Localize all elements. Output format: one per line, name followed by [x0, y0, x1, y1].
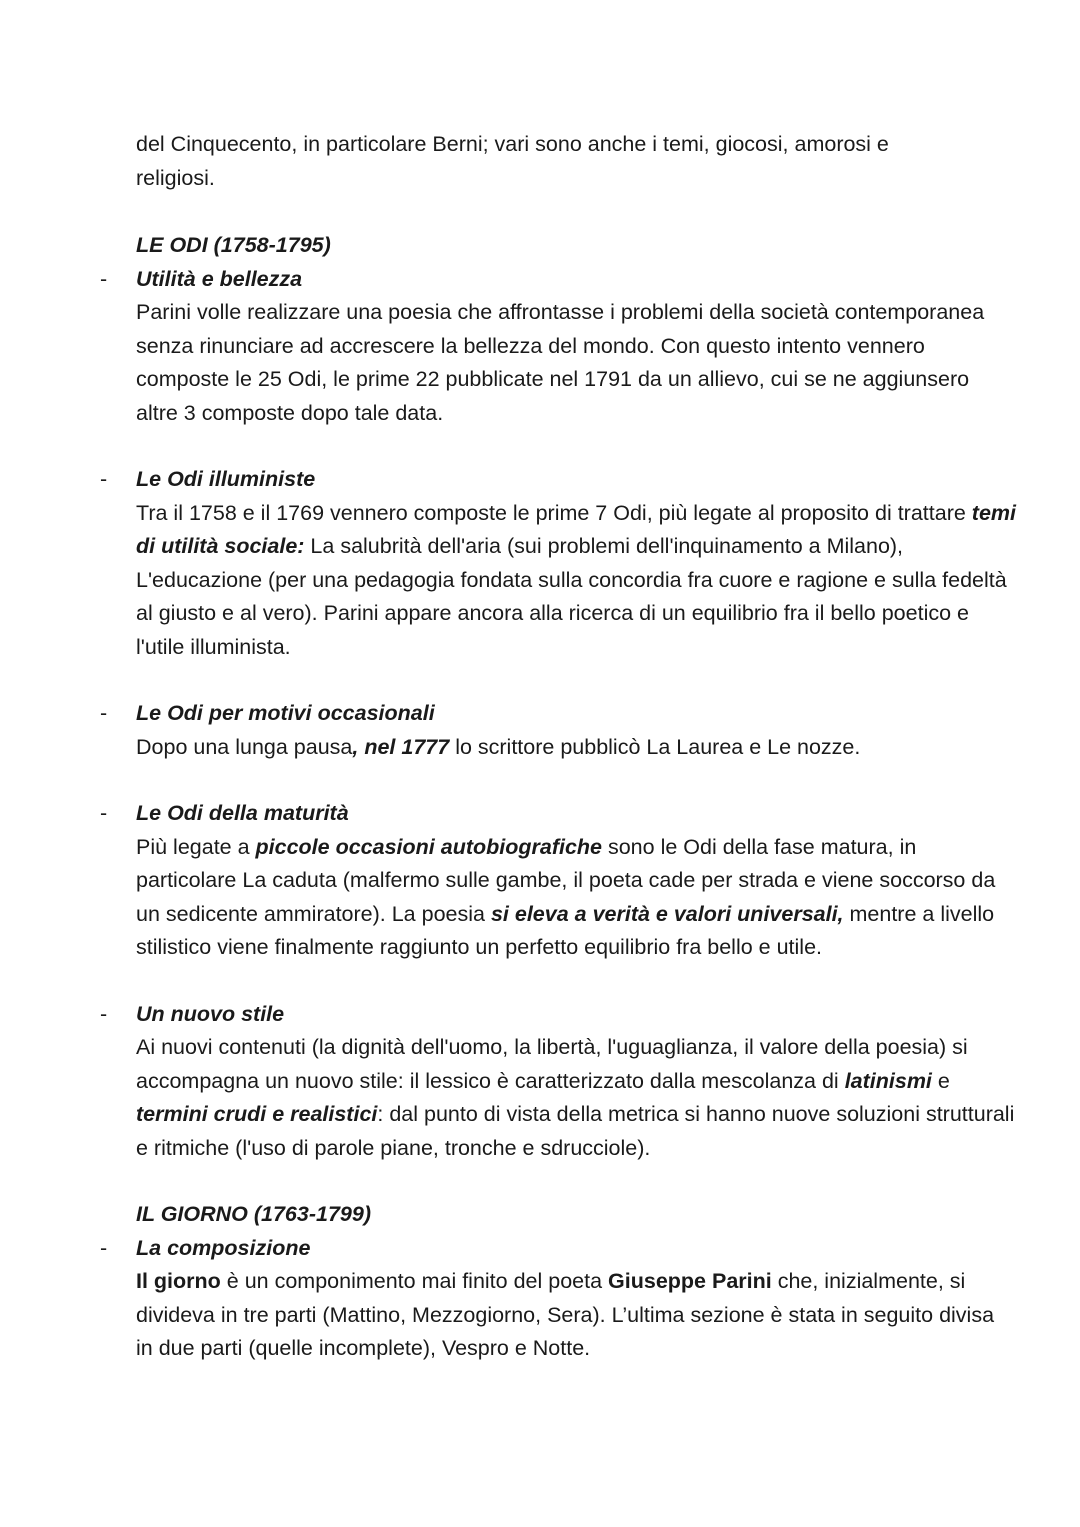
item-text [136, 1265, 1016, 1366]
list-dash: - [100, 467, 108, 491]
text-run: mentre a livello stilistico viene finalmente raggiunto un perfetto equilibrio fra bello e utile. [136, 901, 995, 959]
list-item-nuovo-stile [100, 998, 1016, 1166]
text-run: che, inizialmente, si divideva in tre parti (Mattino, Mezzogiorno, Sera). L’ultima sezione è stata in seguito divisa in due parti (quelle incomplete), Vespro e Notte. [136, 1269, 995, 1360]
emphasis-run: latinismi [844, 1068, 932, 1093]
text-run: : dal punto di vista della metrica si hanno nuove soluzioni strutturali e ritmiche (l'uso di parole piane, tronche e sdrucciole). [136, 1102, 1015, 1160]
emphasis-run: piccole occasioni autobiografiche [255, 834, 602, 859]
section-title-odi: LE ODI (1758-1795) [136, 233, 331, 257]
list-item-maturita [100, 797, 1016, 965]
bold-run: Giuseppe Parini [608, 1269, 772, 1293]
text-run: La salubrità dell'aria (sui problemi dell'inquinamento a Milano), L'educazione (per una pedagogia fondata sulla concordia fra cuore e ragione e sulla fedeltà al giusto e al vero). Parini appare ancora alla ricerca di un equilibrio fra il bello poetico e l'utile illuminista. [136, 534, 1007, 659]
item-text [136, 731, 1016, 765]
text-run: e [931, 1068, 950, 1093]
list-item-composizione [100, 1232, 1016, 1366]
text-run: Tra il 1758 e il 1769 vennero composte le prime 7 Odi, più legate al proposito di trattare [136, 500, 972, 525]
list-dash: - [100, 701, 108, 725]
item-heading: Un nuovo stile [136, 1001, 285, 1026]
list-item-utilita [100, 263, 1016, 431]
list-dash: - [100, 1001, 108, 1026]
item-heading: La composizione [136, 1235, 311, 1260]
list-dash: - [100, 266, 108, 291]
item-text [136, 831, 1016, 965]
item-heading: Le Odi per motivi occasionali [136, 701, 435, 725]
item-heading: Le Odi della maturità [136, 801, 349, 825]
item-text [136, 1031, 1016, 1165]
text-run: sono le Odi della fase matura, in particolare La caduta (malfermo sulle gambe, il poeta cade per strada e viene soccorso da un sedicente ammiratore). La poesia [136, 834, 996, 926]
item-heading: Utilità e bellezza [136, 266, 303, 291]
list-item-occasionali [100, 697, 1016, 764]
item-text [136, 497, 1016, 665]
item-text: Parini volle realizzare una poesia che affrontasse i problemi della società contemporanea senza rinunciare ad accrescere la bellezza del mondo. Con questo intento vennero composte le 25 Odi, le prime 22 pubblicate nel 1791 da un allievo, cui se ne aggiunsero altre 3 composte dopo tale data. [136, 300, 985, 425]
bold-run: Il giorno [136, 1269, 221, 1293]
intro-line-2: religiosi. [136, 165, 215, 190]
intro-line-1: del Cinquecento, in particolare Berni; vari sono anche i temi, giocosi, amorosi e [136, 132, 889, 156]
list-dash: - [100, 801, 108, 825]
section-title-giorno: IL GIORNO (1763-1799) [136, 1202, 371, 1226]
emphasis-run: , nel 1777 [352, 734, 450, 759]
text-run: è un componimento mai finito del poeta [220, 1269, 609, 1293]
item-heading: Le Odi illuministe [136, 467, 316, 491]
document-content [100, 128, 1016, 1366]
emphasis-run: termini crudi e realistici [136, 1102, 378, 1126]
text-run: Ai nuovi contenuti (la dignità dell'uomo, la libertà, l'uguaglianza, il valore della poesia) si accompagna un nuovo stile: il lessico è caratterizzato dalla mescolanza di [136, 1035, 968, 1093]
emphasis-run: temi di utilità sociale: [136, 500, 1016, 558]
intro-paragraph [136, 128, 1016, 195]
text-run: Più legate a [136, 834, 256, 859]
text-run: lo scrittore pubblicò La Laurea e Le nozze. [449, 734, 861, 759]
emphasis-run: si eleva a verità e valori universali, [490, 901, 844, 926]
list-item-illuministe [100, 463, 1016, 664]
list-dash: - [100, 1235, 108, 1260]
text-run: Dopo una lunga pausa [136, 734, 353, 759]
